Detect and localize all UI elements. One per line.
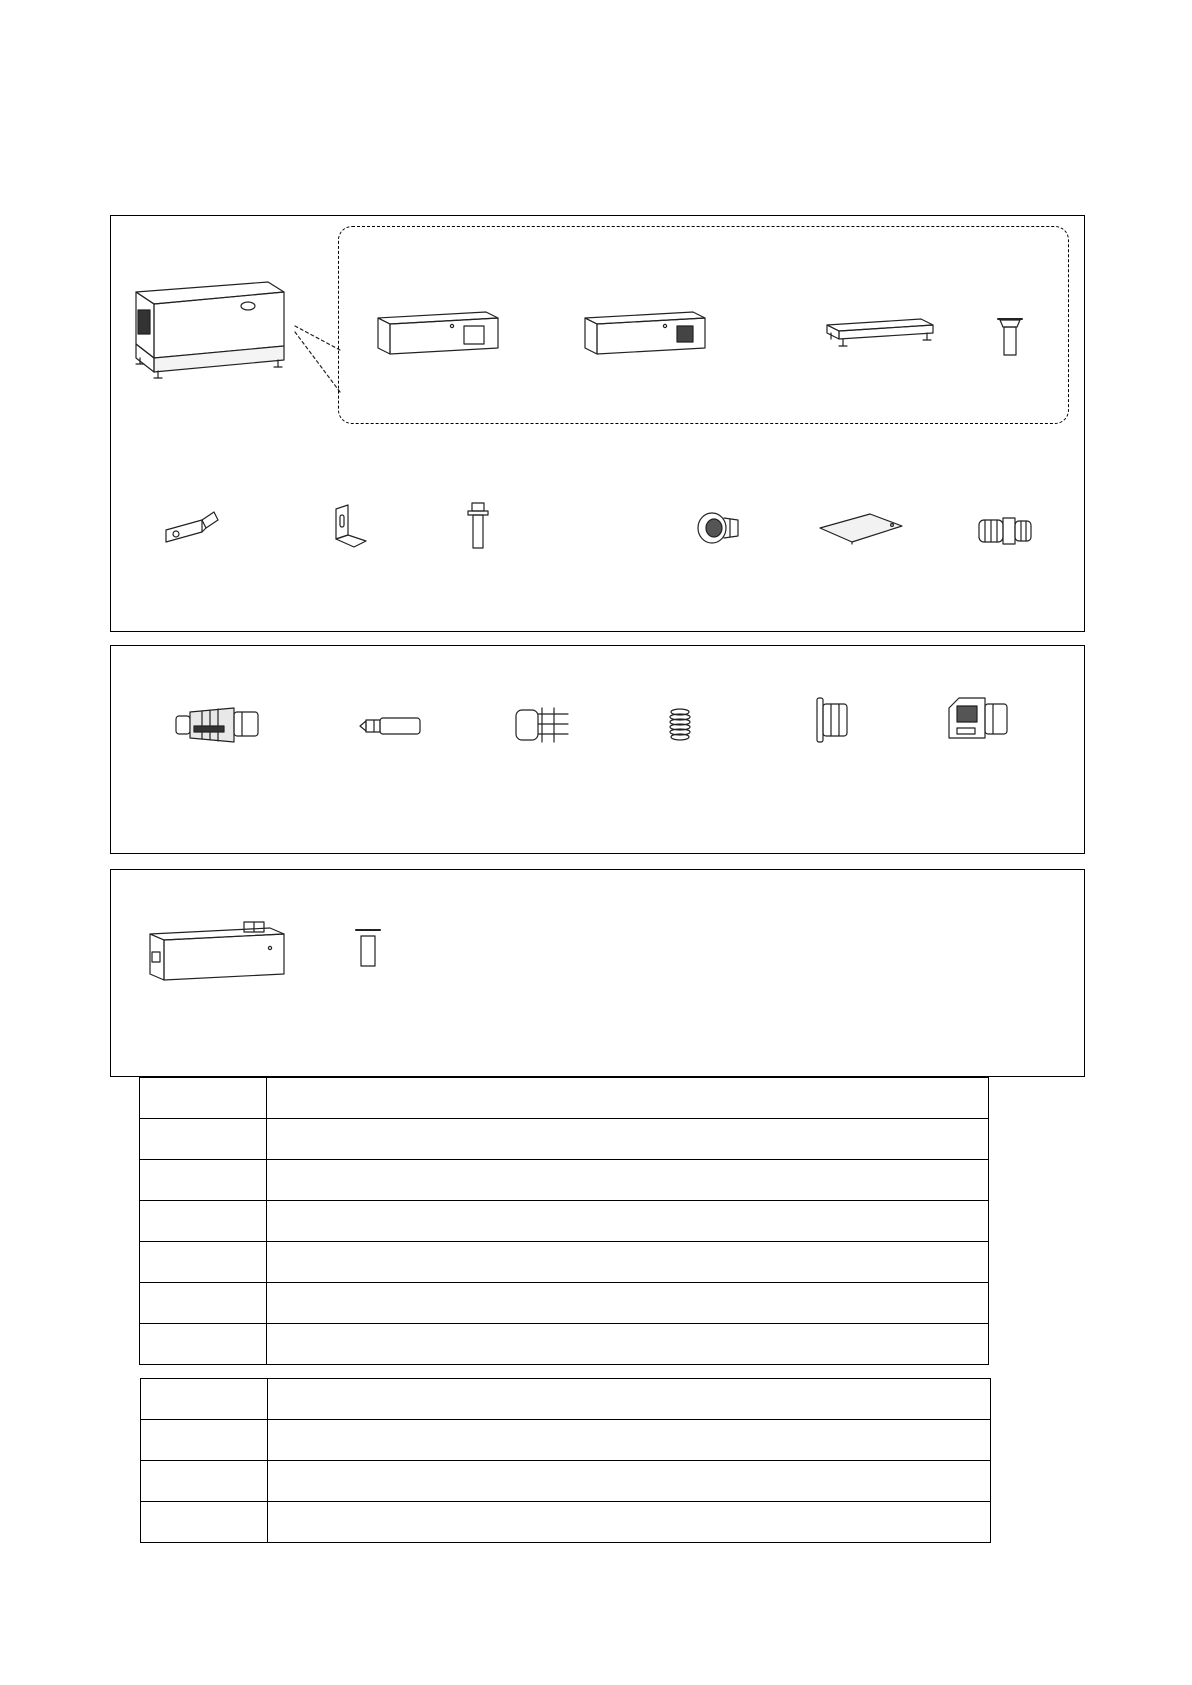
table-cell-description <box>268 1420 991 1461</box>
flat-head-screw-icon <box>997 317 1023 357</box>
crimp-pin-icon <box>358 714 423 738</box>
table-cell-no <box>141 1379 268 1420</box>
table-row <box>141 1461 991 1502</box>
table-cell-description <box>267 1119 989 1160</box>
contents-table-upper <box>139 1077 989 1365</box>
base-with-feet-icon <box>823 315 935 351</box>
table-cell-description <box>268 1461 991 1502</box>
expansion-battery-module-icon <box>144 920 289 982</box>
table-row <box>141 1502 991 1543</box>
table-cell-no <box>141 1502 268 1543</box>
table-row <box>140 1160 989 1201</box>
table-cell-description <box>268 1502 991 1543</box>
terminal-block-icon <box>512 704 572 746</box>
table-cell-no <box>140 1283 267 1324</box>
table-cell-no <box>141 1420 268 1461</box>
power-connector-icon <box>174 704 262 746</box>
flange-bolt-icon <box>467 502 489 550</box>
control-module-icon <box>583 308 708 356</box>
l-bracket-icon <box>162 510 222 548</box>
table-row <box>140 1324 989 1365</box>
table-cell-no <box>140 1119 267 1160</box>
cable-gland-icon <box>694 510 744 546</box>
table-cell-no <box>140 1324 267 1365</box>
table-cell-description <box>267 1242 989 1283</box>
connector-housing-icon <box>945 694 1013 746</box>
table-cell-description <box>267 1160 989 1201</box>
table-row <box>141 1420 991 1461</box>
table-cell-no <box>140 1201 267 1242</box>
table-cell-description <box>267 1283 989 1324</box>
table-cell-no <box>140 1160 267 1201</box>
stacked-battery-system-icon <box>128 274 298 384</box>
table-row <box>141 1379 991 1420</box>
table-cell-no <box>140 1078 267 1119</box>
grommet-icon <box>813 696 853 746</box>
table-cell-no <box>140 1242 267 1283</box>
table-cell-description <box>268 1379 991 1420</box>
spring-icon <box>668 708 692 742</box>
battery-module-icon <box>376 308 501 356</box>
table-row <box>140 1283 989 1324</box>
connector-nut-icon <box>975 512 1035 550</box>
flat-head-screw-icon <box>355 928 381 968</box>
table-row <box>140 1119 989 1160</box>
angle-bracket-icon <box>326 505 371 550</box>
contents-panel-2 <box>110 645 1085 854</box>
table-row <box>140 1242 989 1283</box>
table-cell-description <box>267 1324 989 1365</box>
table-cell-description <box>267 1078 989 1119</box>
document-card-icon <box>816 512 904 544</box>
table-cell-no <box>141 1461 268 1502</box>
table-row <box>140 1201 989 1242</box>
table-row <box>140 1078 989 1119</box>
contents-table-lower <box>140 1378 991 1543</box>
table-cell-description <box>267 1201 989 1242</box>
